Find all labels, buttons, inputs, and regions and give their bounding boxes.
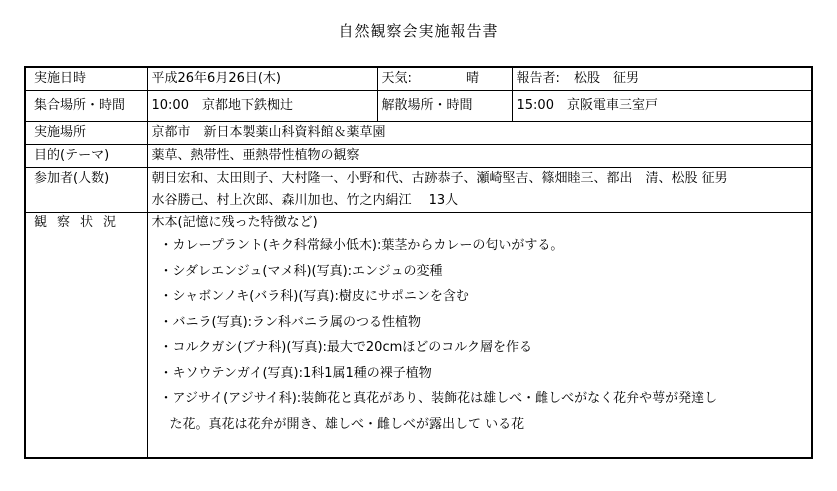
observation-item: ・バニラ(写真):ラン科バニラ属のつる性植物 [159,314,422,330]
observation-item: ・アジサイ(アジサイ科):装飾花と真花があり、装飾花は雄しべ・雌しべがなく花弁や萼が発達し [159,391,718,406]
venue-value: 京都市 新日本製薬山科資料館＆薬草園 [147,122,812,145]
participants-value [147,168,812,213]
purpose-row [25,145,812,168]
observation-item: ・コルクガシ(ブナ科)(写真):最大で20cmほどのコルク層を作る [159,340,533,355]
observation-item: ・キソウテンガイ(写真):1科1属1種の裸子植物 [159,365,432,381]
meeting-label: 集合場所・時間 [25,91,147,122]
dismiss-label: 解散場所・時間 [377,91,512,122]
participants-label: 参加者(人数) [25,168,147,213]
observation-item: ・シャボンノキ(バラ科)(写真):樹皮にサポニンを含む [159,289,469,304]
meeting-row [25,91,812,122]
observation-item: ・シダレエンジュ(マメ科)(写真):エンジュの変種 [159,263,443,279]
observation-content [147,213,812,459]
participants-line-1: 朝日宏和、太田則子、大村隆一、小野和代、古跡恭子、瀬崎堅吉、篠畑睦三、都出 清、松股 征男 [151,171,728,186]
observation-heading: 木本(記憶に残った特徴など) [151,215,318,230]
report-title: 自然観察会実施報告書 [338,22,499,40]
observation-row [25,213,812,459]
date-value: 平成26年6月26日(木) [147,67,377,91]
venue-label: 実施場所 [25,122,147,145]
observation-item: ・カレープラント(キク科常緑小低木):葉茎からカレーの匂いがする。 [159,238,564,253]
weather-label: 天気: [381,71,412,86]
date-label: 実施日時 [25,67,147,91]
meeting-value: 10:00 京都地下鉄椥辻 [147,91,377,122]
dismiss-value: 15:00 京阪電車三室戸 [512,91,812,122]
weather-value: 晴 [466,71,480,86]
reporter-label: 報告者: [516,71,560,86]
weather-cell [377,67,512,91]
date-row [25,67,812,91]
venue-row [25,122,812,145]
purpose-label: 目的(テーマ) [25,145,147,168]
report-table [24,66,813,459]
reporter-value: 松股 征男 [574,71,640,86]
observation-label: 観察状況 [25,213,147,459]
participants-line-2: 水谷勝己、村上次郎、森川加也、竹之内絹江 13人 [151,193,459,208]
participants-row [25,168,812,213]
purpose-value: 薬草、熱帯性、亜熱帯性植物の観察 [147,145,812,168]
reporter-cell [512,67,812,91]
observation-item-continuation: た花。真花は花弁が開き、雄しべ・雌しべが露出して いる花 [169,416,525,432]
